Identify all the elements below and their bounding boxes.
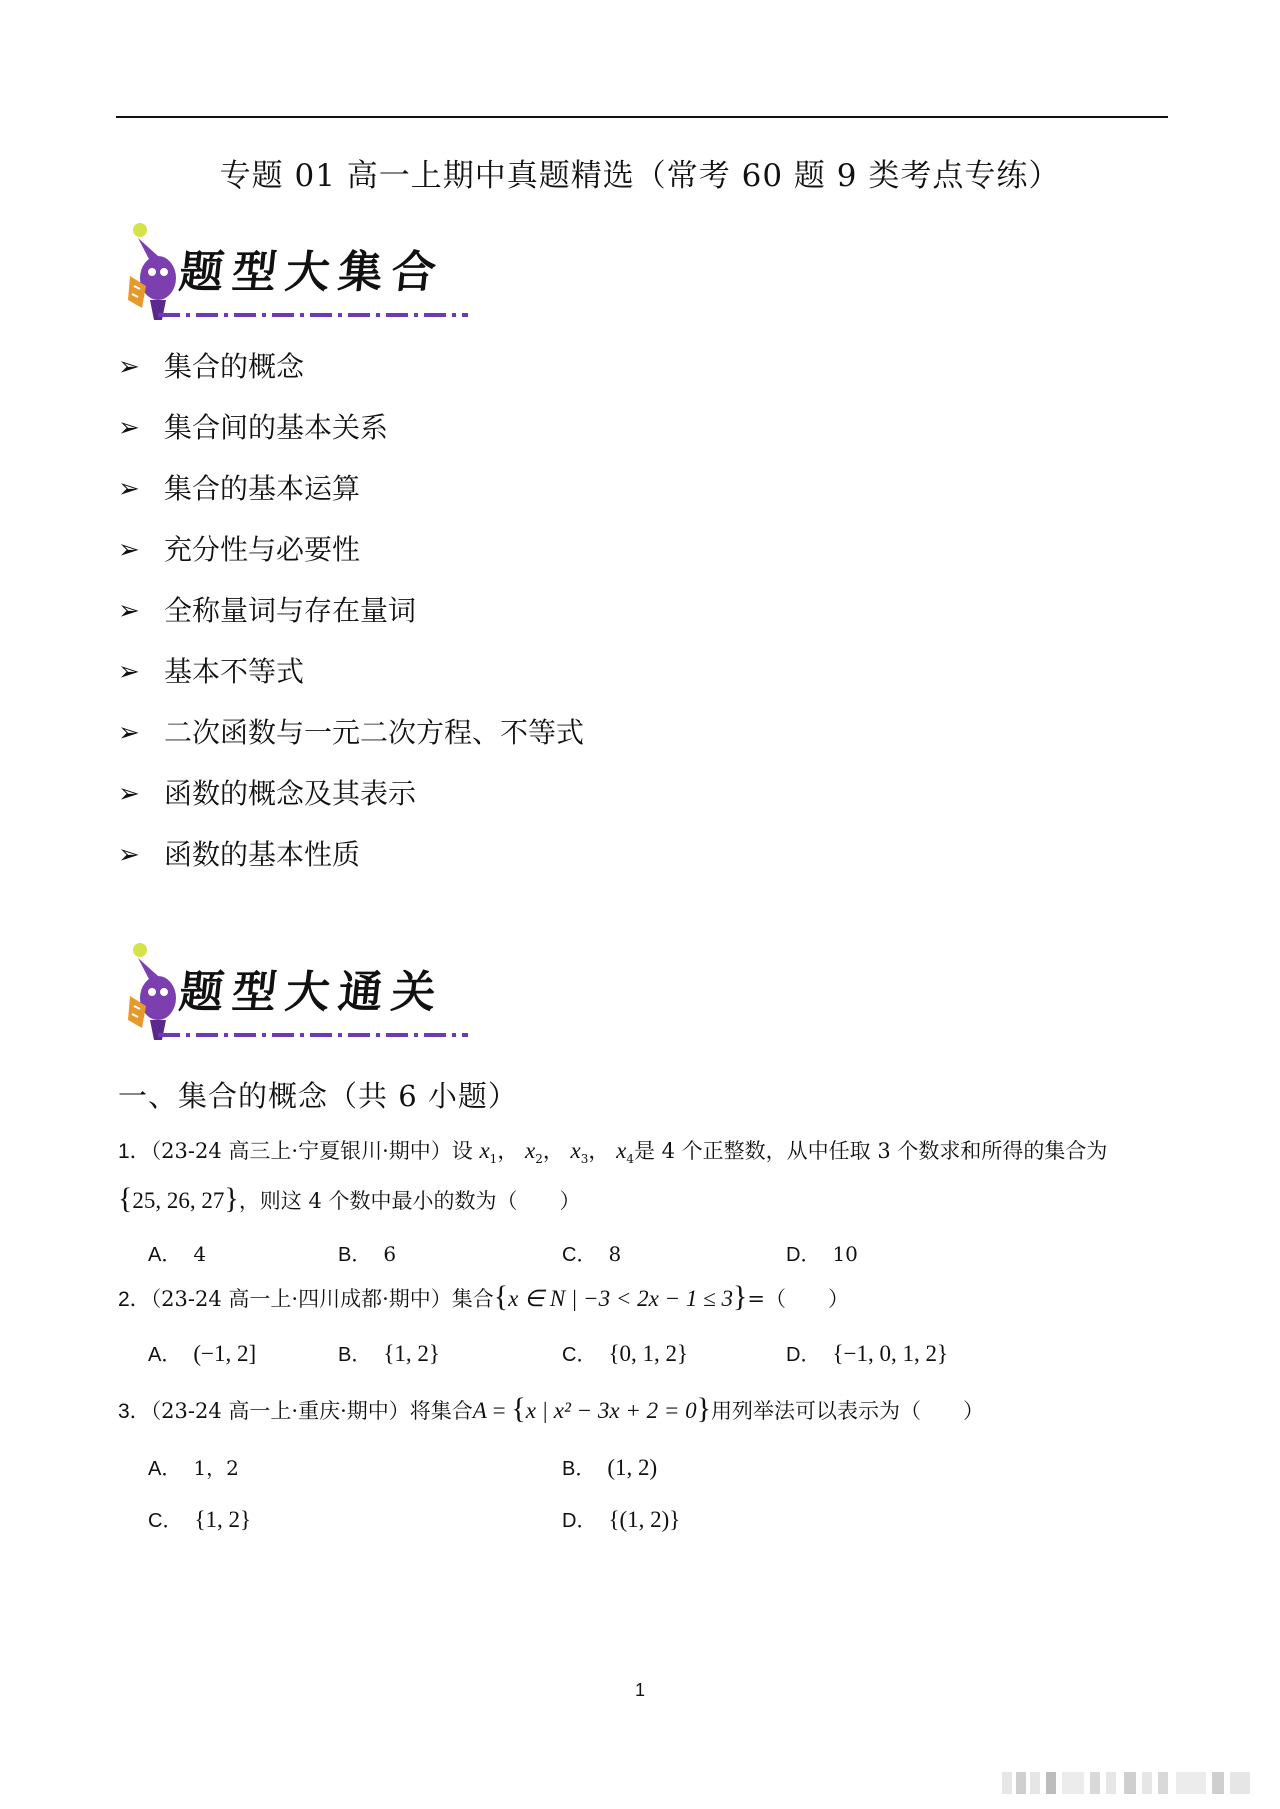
option-a[interactable]: A． 4 xyxy=(148,1242,207,1266)
arrowhead-icon: ➢ xyxy=(118,657,140,687)
banner-underline xyxy=(158,312,468,318)
option-d[interactable]: D． 10 xyxy=(786,1242,858,1266)
option-b[interactable]: B． {1, 2} xyxy=(338,1341,440,1366)
option-d[interactable]: D． {−1, 0, 1, 2} xyxy=(786,1341,949,1366)
option-c[interactable]: C． {1, 2} xyxy=(148,1507,252,1532)
option-a[interactable]: A． 1，2 xyxy=(148,1456,239,1480)
section-title: 一、集合的概念（共 6 小题） xyxy=(118,1079,518,1113)
question-2-options xyxy=(148,1338,1048,1368)
list-item: ➢ 二次函数与一元二次方程、不等式 xyxy=(118,716,585,749)
list-item: ➢ 集合间的基本关系 xyxy=(118,411,389,444)
banner-text: 题型大通关 xyxy=(176,967,448,1018)
list-item: ➢ 集合的基本运算 xyxy=(118,472,361,505)
arrowhead-icon: ➢ xyxy=(118,840,140,870)
arrowhead-icon: ➢ xyxy=(118,413,140,443)
option-b[interactable]: B． 6 xyxy=(338,1242,397,1266)
list-item: ➢ 函数的基本性质 xyxy=(118,838,361,871)
arrowhead-icon: ➢ xyxy=(118,596,140,626)
arrowhead-icon: ➢ xyxy=(118,474,140,504)
page-number: 1 xyxy=(634,1680,645,1700)
list-item: ➢ 集合的概念 xyxy=(118,350,305,383)
banner-text: 题型大集合 xyxy=(176,247,448,298)
arrowhead-icon: ➢ xyxy=(118,718,140,748)
option-c[interactable]: C． 8 xyxy=(562,1242,622,1266)
question-3-options xyxy=(148,1452,1048,1542)
question-3: 3．（23-24 高一上·重庆·期中）将集合A = {x | x² − 3x + 2 = 0}用列举法可以表示为（ ） xyxy=(118,1392,985,1425)
watermark-bars-icon xyxy=(1000,1768,1260,1798)
question-1: 1．（23-24 高三上·宁夏银川·期中）设 $x_1$， $x_2$， $x_3$， $x_4$是 4 个正整数，从中任取 3 个数求和所得的集合为 xyxy=(118,1138,1108,1167)
page-title: 专题 01 高一上期中真题精选（常考 60 题 9 类考点专练） xyxy=(219,158,1061,194)
question-1-options xyxy=(148,1238,1048,1268)
arrowhead-icon: ➢ xyxy=(118,535,140,565)
banner-pass xyxy=(118,936,478,1046)
question-1-line2: {25, 26, 27}，则这 4 个数中最小的数为（ ） xyxy=(118,1182,581,1215)
option-c[interactable]: C． {0, 1, 2} xyxy=(562,1341,689,1366)
list-item: ➢ 全称量词与存在量词 xyxy=(118,594,417,627)
option-b[interactable]: B． (1, 2) xyxy=(562,1455,658,1480)
topic-list xyxy=(118,350,584,899)
option-a[interactable]: A． (−1, 2] xyxy=(148,1341,257,1366)
top-rule xyxy=(116,116,1168,118)
option-d[interactable]: D． {(1, 2)} xyxy=(562,1507,681,1532)
list-item: ➢ 充分性与必要性 xyxy=(118,533,361,566)
list-item: ➢ 函数的概念及其表示 xyxy=(118,777,417,810)
arrowhead-icon: ➢ xyxy=(118,352,140,382)
banner-underline xyxy=(158,1032,468,1038)
arrowhead-icon: ➢ xyxy=(118,779,140,809)
list-item: ➢ 基本不等式 xyxy=(118,655,305,688)
question-2: 2．（23-24 高一上·四川成都·期中）集合{x ∈ N | −3 < 2x − 1 ≤ 3}=（ ） xyxy=(118,1280,849,1313)
banner-collection xyxy=(118,216,478,326)
